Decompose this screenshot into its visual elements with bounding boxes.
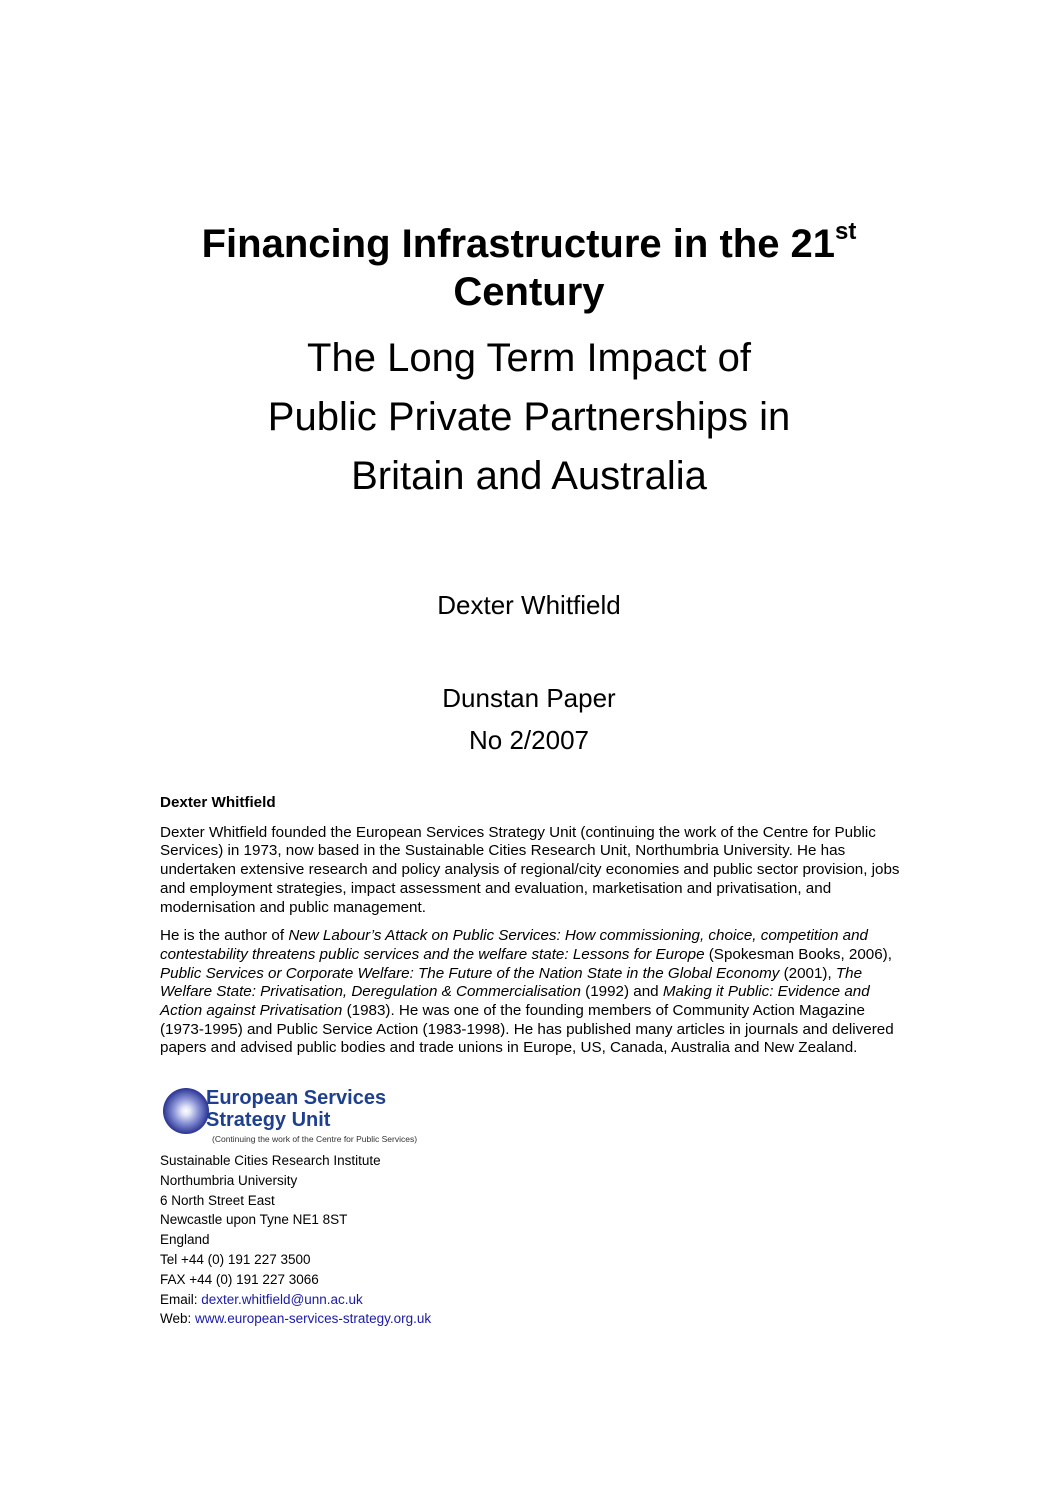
subtitle-line3: Britain and Australia [351, 454, 707, 498]
email-label: Email: [160, 1291, 202, 1307]
contact-address [160, 1151, 431, 1329]
bio-text: He is the author of [160, 927, 289, 945]
address-line: Northumbria University [160, 1172, 298, 1188]
series-name: Dunstan Paper [442, 683, 616, 713]
bio-text: (Spokesman Books, 2006), [704, 945, 892, 963]
bio-paragraph-1: Dexter Whitfield founded the European Services Strategy Unit (continuing the work of the Centre for Public Services) in 1973, now based in the Sustainable Cities Research Unit, Northumbria University. He has undertaken extensive research and policy analysis of regional/city economies and public sector provision, jobs and employment strategies, impact assessment and evaluation, marketisation and privatisation, and modernisation and public management. [160, 823, 900, 916]
address-line: Newcastle upon Tyne NE1 8ST [160, 1212, 348, 1228]
title-block [0, 217, 1058, 506]
title-line1: Financing Infrastructure in the 21 [201, 222, 836, 266]
subtitle-line1: The Long Term Impact of [307, 336, 751, 380]
title-superscript: st [835, 217, 857, 245]
address-line: 6 North Street East [160, 1192, 275, 1208]
address-line: Sustainable Cities Research Institute [160, 1153, 381, 1168]
bio-text: (1992) and [580, 983, 663, 1001]
logo-text-line1: European Services [206, 1087, 387, 1109]
email-link[interactable]: dexter.whitfield@unn.ac.uk [201, 1291, 363, 1307]
book-title: The Welfare State: Privatisation, Deregulation & Commercialisation [160, 964, 863, 1001]
essu-logo [160, 1085, 440, 1147]
web-link[interactable]: www.european-services-strategy.org.uk [195, 1311, 432, 1327]
author-name: Dexter Whitfield [437, 590, 621, 620]
bio-text: (2001), [779, 964, 836, 982]
book-title: New Labour’s Attack on Public Services: How commissioning, choice, competition and contestability threatens public services and the welfare state: Lessons for Europe [160, 927, 868, 963]
paper-series [0, 677, 1058, 761]
telephone: Tel +44 (0) 191 227 3500 [160, 1251, 311, 1267]
series-number: No 2/2007 [469, 725, 589, 755]
fax: FAX +44 (0) 191 227 3066 [160, 1271, 319, 1287]
title-line2: Century [453, 270, 605, 314]
globe-icon [163, 1088, 209, 1134]
document-title [0, 217, 1058, 316]
document-subtitle [0, 329, 1058, 506]
book-title: Making it Public: Evidence and Action against Privatisation [160, 983, 870, 1020]
subtitle-line2: Public Private Partnerships in [267, 395, 791, 439]
logo-text-line2: Strategy Unit [206, 1109, 331, 1131]
logo-tagline: (Continuing the work of the Centre for Public Services) [212, 1134, 418, 1144]
bio-text: (1983). He was one of the founding members of Community Action Magazine (1973-1995) and Public Service Action (1983-1998). He has published many articles in journals and delivered papers and advised public bodies and trade unions in Europe, US, Canada, Australia and New Zealand. [160, 1002, 894, 1057]
bio-paragraph-2 [160, 927, 900, 1058]
email-row [160, 1290, 431, 1310]
book-title: Public Services or Corporate Welfare: The Future of the Nation State in the Global Economy [160, 964, 780, 982]
bio-heading: Dexter Whitfield [160, 794, 276, 811]
web-label: Web: [160, 1311, 196, 1327]
web-row [160, 1309, 431, 1329]
address-line: England [160, 1232, 210, 1248]
author-bio [160, 794, 900, 1068]
